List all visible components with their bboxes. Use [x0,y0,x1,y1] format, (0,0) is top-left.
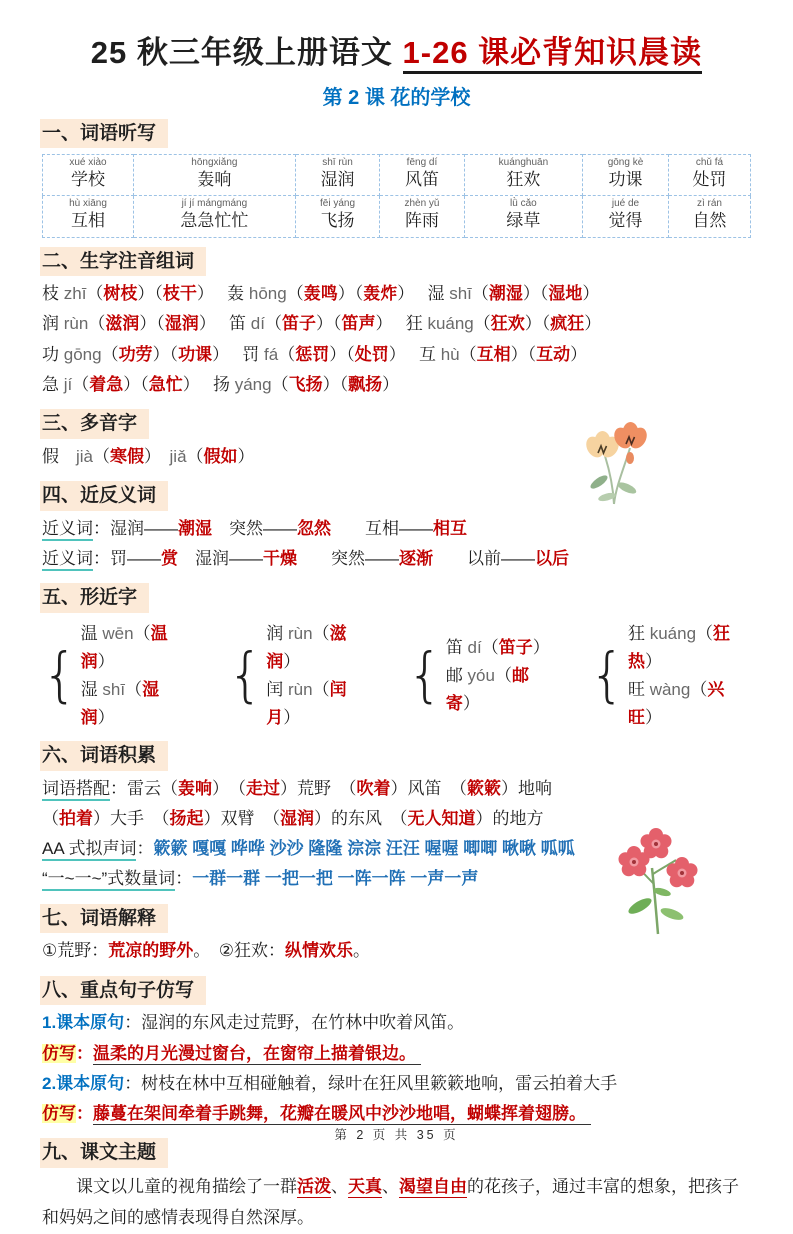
text-segment: （ [133,623,151,643]
text-segment: ： [136,839,154,859]
text-segment: 突然—— [297,549,399,568]
text-segment: 疯狂 [550,314,585,334]
text-segment: fá [264,344,279,364]
text-segment: 飞扬 [288,374,323,394]
text-segment: 枝干 [162,284,197,304]
text-segment: 赏 [161,549,178,568]
text-segment: （ [93,446,111,466]
section-heading-zhuyin: 二、生字注音组词 [40,247,206,277]
text-segment: 枝 [42,284,64,304]
page-title-red: 1-26 课必背知识晨读 [403,35,703,74]
text-segment: 以后 [535,549,569,568]
text-segment: rùn [63,314,89,334]
text-segment: ）地响 [501,778,552,798]
text-segment: （ [72,374,90,394]
section-heading-dictation: 一、词语听写 [40,119,168,149]
text-segment: 渴望自由 [399,1176,467,1196]
content-line [446,634,552,662]
text-segment: 滋润 [266,623,347,671]
word-label: 学校 [71,170,105,190]
text-segment: 狂 [627,623,650,643]
text-segment: ） [644,708,662,728]
text-segment: 闰 [266,679,289,699]
text-segment: 温润 [80,623,168,671]
pinyin-label: chǔ fá [695,157,724,169]
text-segment: ）（ [322,374,349,394]
section-heading-jilei: 六、词语积累 [40,741,168,771]
content-line [81,620,190,676]
text-segment: 笛子 [498,637,533,657]
text-segment: hōng [248,284,287,304]
section-dictation [42,110,751,238]
text-segment: （ [471,284,489,304]
text-segment: 湿润—— [178,549,263,568]
text-segment: ） [397,284,428,304]
text-segment: 笛 [229,314,251,334]
content-line [446,662,552,718]
text-segment: 的花孩子，通过丰富的想象，把孩子和妈妈之间的感情表现得自然深厚。 [42,1176,739,1228]
text-segment: （ [264,314,282,334]
text-segment: ）（ [139,314,165,334]
text-segment: ） [388,344,419,364]
text-segment: gōng [63,344,102,364]
text-segment: 近义词 [42,549,93,571]
text-segment: 笛 [445,637,468,657]
text-segment: ：树枝在林中互相碰触着，绿叶在狂风里簌簌地响，雷云拍着大手 [124,1073,618,1093]
text-segment: 轰炸 [363,284,398,304]
text-segment: （ [696,623,714,643]
text-segment: 拍着 [59,808,93,828]
text-segment: （ [286,284,304,304]
section-zhuyin [42,238,751,401]
text-segment: 天真 [348,1176,382,1196]
table-row [43,196,751,237]
text-segment: 树枝 [103,284,138,304]
text-segment: ）（ [329,344,355,364]
pinyin-label: hù xiāng [69,198,107,210]
text-segment: （ [86,284,104,304]
text-segment: ）（ [137,284,163,304]
text-segment: yóu [467,665,495,685]
content-line [266,676,369,732]
content-line [628,620,751,676]
text-segment: 一群一群 一把一把 一阵一阵 一声一声 [192,869,479,889]
text-segment: 课文以儿童的视角描绘了一群 [76,1176,297,1196]
page-title [42,34,751,73]
text-segment: 狂欢 [490,314,525,334]
text-segment: yáng [234,374,272,394]
lesson-subtitle: 第 2 课 花的学校 [322,86,471,109]
text-segment: ） [212,344,243,364]
text-segment: shī [102,679,126,699]
text-segment: 温柔的月光漫过窗台，在窗帘上描着银边。 [93,1043,421,1063]
text-segment: shī [449,284,472,304]
text-segment: hù [440,344,460,364]
theme-paragraph [42,1171,751,1234]
text-segment: 。 [353,941,370,961]
text-segment: ） [283,708,301,728]
text-segment: 湿地 [548,284,583,304]
content-line [42,774,751,804]
text-segment: （ [125,679,143,699]
text-segment: （ [42,808,59,828]
text-segment: ） [570,344,588,364]
text-segment: 湿润 [164,314,199,334]
text-segment: （ [459,344,477,364]
section-heading-jieshi: 七、词语解释 [40,904,168,934]
text-segment: 仿写 [42,1043,76,1063]
text-segment: ）荒野 （ [280,778,357,798]
text-segment: 互相—— [331,518,433,538]
word-label: 互相 [71,211,105,231]
text-segment: （ [278,344,296,364]
similar-characters-group [407,620,551,732]
word-label: 觉得 [608,211,643,231]
text-segment: ）（ [510,344,537,364]
text-segment: 2.课本原句 [42,1073,125,1093]
text-segment: ） [198,314,230,334]
pinyin-label: kuánghuān [498,157,549,169]
content-line [42,544,751,574]
text-segment: 兴旺 [627,679,725,728]
text-segment: ） [382,374,400,394]
text-segment: ） [97,651,115,671]
content-line [266,620,369,676]
text-segment: “一~一~”式数量词 [42,869,175,891]
flower-icon [570,420,658,506]
table-cell [43,196,134,237]
content-line [42,309,751,339]
text-segment: （ [312,679,330,699]
table-cell [43,155,134,196]
text-segment: ） [375,314,406,334]
text-segment: 着急 [89,374,124,394]
text-segment: 荒凉的野外 [108,941,194,961]
pinyin-label: xué xiào [69,157,107,169]
text-segment: AA 式拟声词 [42,839,136,861]
text-segment: ：雷云（ [110,778,178,798]
text-segment: （ [312,623,330,643]
table-cell [134,155,296,196]
content-line [42,1039,751,1069]
text-segment: 突然—— [212,518,297,538]
text-segment: 邮寄 [445,665,529,713]
text-segment: ） [97,708,115,728]
text-segment: 藤蔓在架间牵着手跳舞，花瓣在暖风中沙沙地唱，蝴蝶挥着翅膀。 [93,1104,591,1123]
brace-icon: { [227,641,264,710]
page-title-black: 25 秋三年级上册语文 [90,35,403,70]
pinyin-label: lǜ cǎo [510,198,537,210]
table-cell [295,155,379,196]
text-segment: 忽然 [297,518,331,538]
text-segment: zhī [63,284,87,304]
section-heading-xingjin: 五、形近字 [40,583,149,613]
text-segment: kuáng [427,314,474,334]
text-segment: ）（ [524,314,551,334]
pinyin-label: shī rùn [322,157,353,169]
text-segment: 扬起 [169,808,204,828]
section-xingjin [42,574,751,732]
text-segment: 湿润 [280,808,314,828]
pinyin-label: jí jí mángmáng [181,198,248,210]
text-segment: 滋润 [105,314,140,334]
text-segment: （ [271,374,289,394]
similar-characters-group [589,620,751,732]
text-segment: ）（ [123,374,149,394]
table-cell [464,155,582,196]
text-segment: 假如 [203,446,238,466]
text-segment: 走过 [246,778,280,798]
content-line [42,370,751,400]
text-segment: dí [250,314,265,334]
text-segment: rùn [288,679,313,699]
text-segment: 假 [42,446,76,466]
section-heading-jinfan: 四、近反义词 [40,481,168,511]
text-segment: 惩罚 [295,344,330,364]
text-segment: 扬 [212,374,235,394]
pinyin-label: zhèn yǔ [404,198,440,210]
text-segment: 近义词 [42,519,93,541]
text-segment: ）大手 （ [93,808,170,828]
text-segment: 潮湿 [178,518,212,538]
text-segment: 纵情欢乐 [285,941,353,961]
word-label: 湿润 [320,170,355,190]
table-row [43,155,751,196]
text-segment: 旺 [627,679,650,699]
text-segment: rùn [288,623,313,643]
text-segment: 1.课本原句 [42,1013,125,1033]
text-segment: 湿 [427,284,450,304]
text-segment: 相互 [433,518,467,538]
text-segment: jià [76,446,94,466]
text-segment: 笛声 [341,314,376,334]
pinyin-label: gōng kè [607,157,644,169]
text-segment: （ [186,446,204,466]
text-segment: ： [76,1104,93,1123]
text-segment: 逐渐 [399,549,433,568]
text-segment: ： [76,1043,93,1063]
table-cell [668,196,750,237]
text-segment: 寒假 [110,446,145,466]
text-segment: ）（ [152,344,179,364]
text-segment: ） [196,284,228,304]
text-segment: ）（ [522,284,549,304]
word-label: 急急忙忙 [180,211,249,231]
text-segment: 以前—— [433,549,535,568]
text-segment: ） [144,446,170,466]
text-segment: wēn [102,623,134,643]
table-cell [134,196,296,237]
text-segment: ） [584,314,602,334]
content-line [42,1008,751,1038]
text-segment: 狂 [405,314,428,334]
text-segment: ）的地方 [475,808,544,828]
text-segment: （ [690,679,708,699]
text-segment: 急 [42,374,64,394]
text-segment: 吹着 [356,778,391,798]
text-segment: 罚 [242,344,265,364]
text-segment: 轰 [227,284,249,304]
text-segment: 轰鸣 [303,284,338,304]
text-segment: 干燥 [263,549,297,568]
pinyin-label: fēi yáng [319,198,356,210]
text-segment: 功课 [178,344,213,364]
pinyin-label: fēng dí [406,157,438,169]
pinyin-label: hōngxiǎng [191,157,238,169]
pinyin-label: zì rán [696,198,722,210]
text-segment: 闰月 [266,679,347,728]
text-segment: 处罚 [354,344,389,364]
text-segment: kuáng [649,623,697,643]
section-fangxie [42,967,751,1130]
text-segment: 互 [418,344,441,364]
text-segment: ） [283,651,301,671]
text-segment: ：湿润的东风走过荒野，在竹林中吹着风笛。 [124,1013,465,1033]
text-segment: （ [473,314,491,334]
brace-icon: { [407,641,443,710]
text-segment: 功劳 [118,344,153,364]
text-segment: wàng [649,679,691,699]
text-segment: 温 [80,623,103,643]
content-line [42,340,751,370]
text-segment: 仿写 [42,1104,76,1123]
text-segment: ） （ [212,778,246,798]
text-segment: ） [644,651,662,671]
flower-illustration-orange [570,420,658,511]
text-segment: 笛子 [281,314,316,334]
flower-icon [610,822,702,936]
text-segment: 词语搭配 [42,779,110,801]
table-cell [380,155,464,196]
table-cell [583,155,669,196]
word-label: 自然 [692,211,727,231]
similar-characters-group [42,620,190,732]
text-segment: ： [175,869,193,889]
text-segment: 活泼 [297,1176,331,1196]
section-heading-duoyin: 三、多音字 [40,409,149,439]
text-segment: ：湿润—— [93,518,178,538]
content-line [81,676,190,732]
text-segment: 润 [266,623,289,643]
text-segment: ） [532,637,550,657]
text-segment: ①荒野： [42,941,109,961]
page-footer: 第 2 页 共 35 页 [334,1128,459,1142]
word-label: 功课 [608,170,643,190]
text-segment: 潮湿 [488,284,523,304]
word-label: 处罚 [692,170,727,190]
text-segment: 簌簌 [467,778,501,798]
content-line [628,676,751,732]
flower-illustration-red [610,822,702,941]
text-segment: 邮 [445,665,468,685]
pinyin-label: jué de [611,198,640,210]
document-page [0,34,793,1228]
text-segment: 无人知道 [407,808,476,828]
table-cell [668,155,750,196]
word-label: 阵雨 [404,211,439,231]
text-segment: 湿润 [80,679,160,728]
text-segment: 互相 [476,344,511,364]
word-label: 风笛 [404,170,439,190]
text-segment: 。 ②狂欢： [193,941,285,961]
content-line [42,514,751,544]
text-segment: 簌簌 嘎嘎 哗哗 沙沙 隆隆 淙淙 汪汪 喔喔 唧唧 啾啾 呱呱 [153,839,575,859]
word-label: 绿草 [506,211,541,231]
text-segment: 功 [42,344,64,364]
text-segment: （ [101,344,119,364]
word-label: 轰响 [197,170,232,190]
text-segment: （ [88,314,106,334]
section-zhuti [42,1129,751,1234]
text-segment: 、 [382,1176,399,1196]
text-segment: 、 [331,1176,348,1196]
text-segment: 润 [42,314,64,334]
text-segment: ）的东风 （ [314,808,408,828]
text-segment: jí [63,374,73,394]
text-segment: （ [494,665,512,685]
text-segment: ）（ [337,284,364,304]
text-segment: 急忙 [148,374,183,394]
dictation-table [42,154,751,237]
text-segment: ） [462,694,480,713]
text-segment: 狂热 [627,623,731,671]
text-segment: ）（ [315,314,342,334]
text-segment: ） [582,284,600,304]
brace-icon: { [42,641,78,710]
text-segment: ） [182,374,213,394]
section-heading-fangxie: 八、重点句子仿写 [40,976,206,1006]
word-label: 飞扬 [320,211,355,231]
text-segment: 湿 [80,679,103,699]
content-line [42,279,751,309]
table-cell [295,196,379,237]
text-segment: ）风笛 （ [390,778,467,798]
content-line [42,1069,751,1099]
word-label: 狂欢 [506,170,541,190]
similar-characters-group [228,620,370,732]
table-cell [464,196,582,237]
brace-icon: { [589,641,625,710]
text-segment: ） [237,446,255,466]
table-cell [583,196,669,237]
similar-characters-row [42,620,751,732]
table-cell [380,196,464,237]
text-segment: 轰响 [178,778,212,798]
text-segment: ：罚—— [93,549,161,568]
text-segment: jiǎ [169,446,187,466]
text-segment: （ [481,637,499,657]
text-segment: ）双臂 （ [203,808,280,828]
text-segment: 互动 [536,344,571,364]
text-segment: 飘扬 [348,374,383,394]
section-heading-zhuti: 九、课文主题 [40,1138,168,1168]
text-segment: dí [467,637,482,657]
